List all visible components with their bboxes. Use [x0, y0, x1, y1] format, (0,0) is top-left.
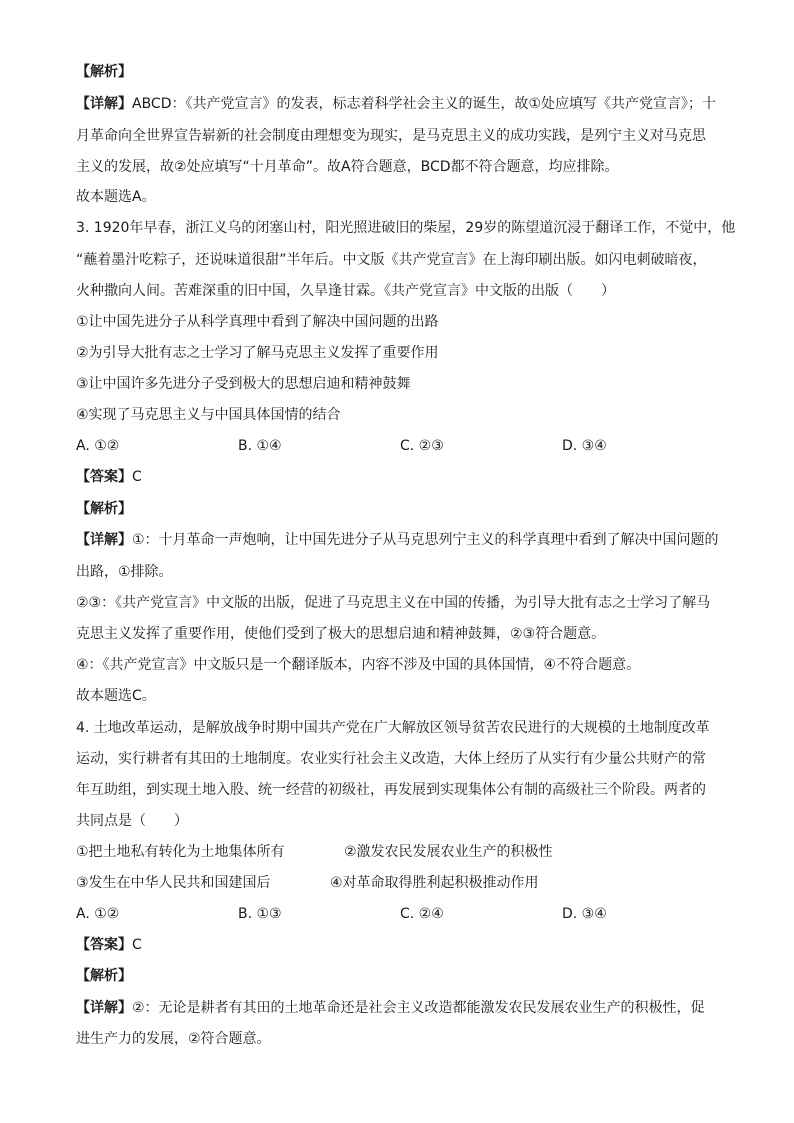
detail-text: ABCD：《共产党宣言》的发表，标志着科学社会主义的诞生，故①处应填写《共产党宣言》；十	[132, 96, 717, 112]
analysis-heading: 【解析】	[76, 64, 132, 80]
text-line: ④：《共产党宣言》中文版只是一个翻译版本，内容不涉及中国的具体国情，④不符合题意。	[76, 657, 641, 673]
question-3-option-d: D. ③④	[562, 438, 607, 454]
question-4-option-a: A. ①②	[76, 906, 120, 922]
question-4-option-b: B. ①③	[238, 906, 282, 922]
detail-tag: 【详解】	[76, 532, 132, 548]
text-line: 月革命向全世界宣告崭新的社会制度由理想变为现实，是马克思主义的成功实践，是列宁主义对马克思	[76, 128, 706, 144]
question-3-option-b: B. ①④	[238, 438, 282, 454]
question-3-statement: ④实现了马克思主义与中国具体国情的结合	[76, 407, 341, 423]
question-3-statement: ①让中国先进分子从科学真理中看到了解决中国问题的出路	[76, 314, 439, 330]
text-line: 进生产力的发展，②符合题意。	[76, 1031, 271, 1047]
text-line: 出路，①排除。	[76, 564, 173, 580]
answer-tag: 【答案】	[76, 469, 132, 485]
detail-line	[76, 530, 719, 550]
question-3-statement: ②为引导大批有志之士学习了解马克思主义发挥了重要作用	[76, 345, 439, 361]
question-3-stem: 3. 1920年早春，浙江义乌的闭塞山村，阳光照进破旧的柴屋，29岁的陈望道沉浸于翻译工作，不觉中，他	[76, 220, 736, 236]
answer-value: C	[132, 937, 142, 953]
question-4-statement: ③发生在中华人民共和国建国后	[76, 875, 271, 891]
answer-line	[76, 467, 142, 487]
detail-text: ①：十月革命一声炮响，让中国先进分子从马克思列宁主义的科学真理中看到了解决中国问题的	[132, 532, 719, 548]
conclusion-line: 故本题选A。	[76, 189, 156, 205]
answer-value: C	[132, 469, 142, 485]
analysis-heading: 【解析】	[76, 501, 132, 517]
question-3-stem: “蘸着墨汁吃粽子，还说味道很甜”半年后。中文版《共产党宣言》在上海印刷出版。如闪电刺破暗夜，	[76, 252, 707, 268]
text-line: 主义的发展，故②处应填写“十月革命”。故A符合题意，BCD都不符合题意，均应排除。	[76, 159, 619, 175]
detail-tag: 【详解】	[76, 96, 132, 112]
question-4-stem: 运动，实行耕者有其田的土地制度。农业实行社会主义改造，大体上经历了从实行有少量公共财产的常	[76, 751, 706, 767]
question-4-stem: 年互助组，到实现土地入股、统一经营的初级社，再发展到实现集体公有制的高级社三个阶段。两者的	[76, 782, 706, 798]
answer-tag: 【答案】	[76, 937, 132, 953]
question-4-option-d: D. ③④	[562, 906, 607, 922]
detail-tag: 【详解】	[76, 1000, 132, 1016]
question-4-stem: 共同点是（ ）	[76, 813, 188, 829]
question-3-statement: ③让中国许多先进分子受到极大的思想启迪和精神鼓舞	[76, 376, 411, 392]
answer-line	[76, 935, 142, 955]
question-4-option-c: C. ②④	[400, 906, 444, 922]
question-4-stem: 4. 土地改革运动，是解放战争时期中国共产党在广大解放区领导贫苦农民进行的大规模的土地制度改革	[76, 720, 710, 736]
text-line: 克思主义发挥了重要作用，使他们受到了极大的思想启迪和精神鼓舞，②③符合题意。	[76, 626, 606, 642]
question-4-statement: ④对革命取得胜利起积极推动作用	[330, 875, 539, 891]
analysis-heading: 【解析】	[76, 968, 132, 984]
detail-line	[76, 94, 716, 114]
question-4-statement: ①把土地私有转化为土地集体所有	[76, 844, 285, 860]
text-line: ②③：《共产党宣言》中文版的出版，促进了马克思主义在中国的传播，为引导大批有志之士学习了解马	[76, 595, 711, 611]
detail-text: ②：无论是耕者有其田的土地革命还是社会主义改造都能激发农民发展农业生产的积极性，促	[132, 1000, 705, 1016]
question-4-statement: ②激发农民发展农业生产的积极性	[344, 844, 553, 860]
question-3-option-c: C. ②③	[400, 438, 444, 454]
detail-line	[76, 998, 705, 1018]
conclusion-line: 故本题选C。	[76, 688, 156, 704]
question-3-stem: 火种撒向人间。苦难深重的旧中国，久旱逢甘霖。《共产党宣言》中文版的出版（ ）	[76, 283, 615, 299]
question-3-option-a: A. ①②	[76, 438, 120, 454]
